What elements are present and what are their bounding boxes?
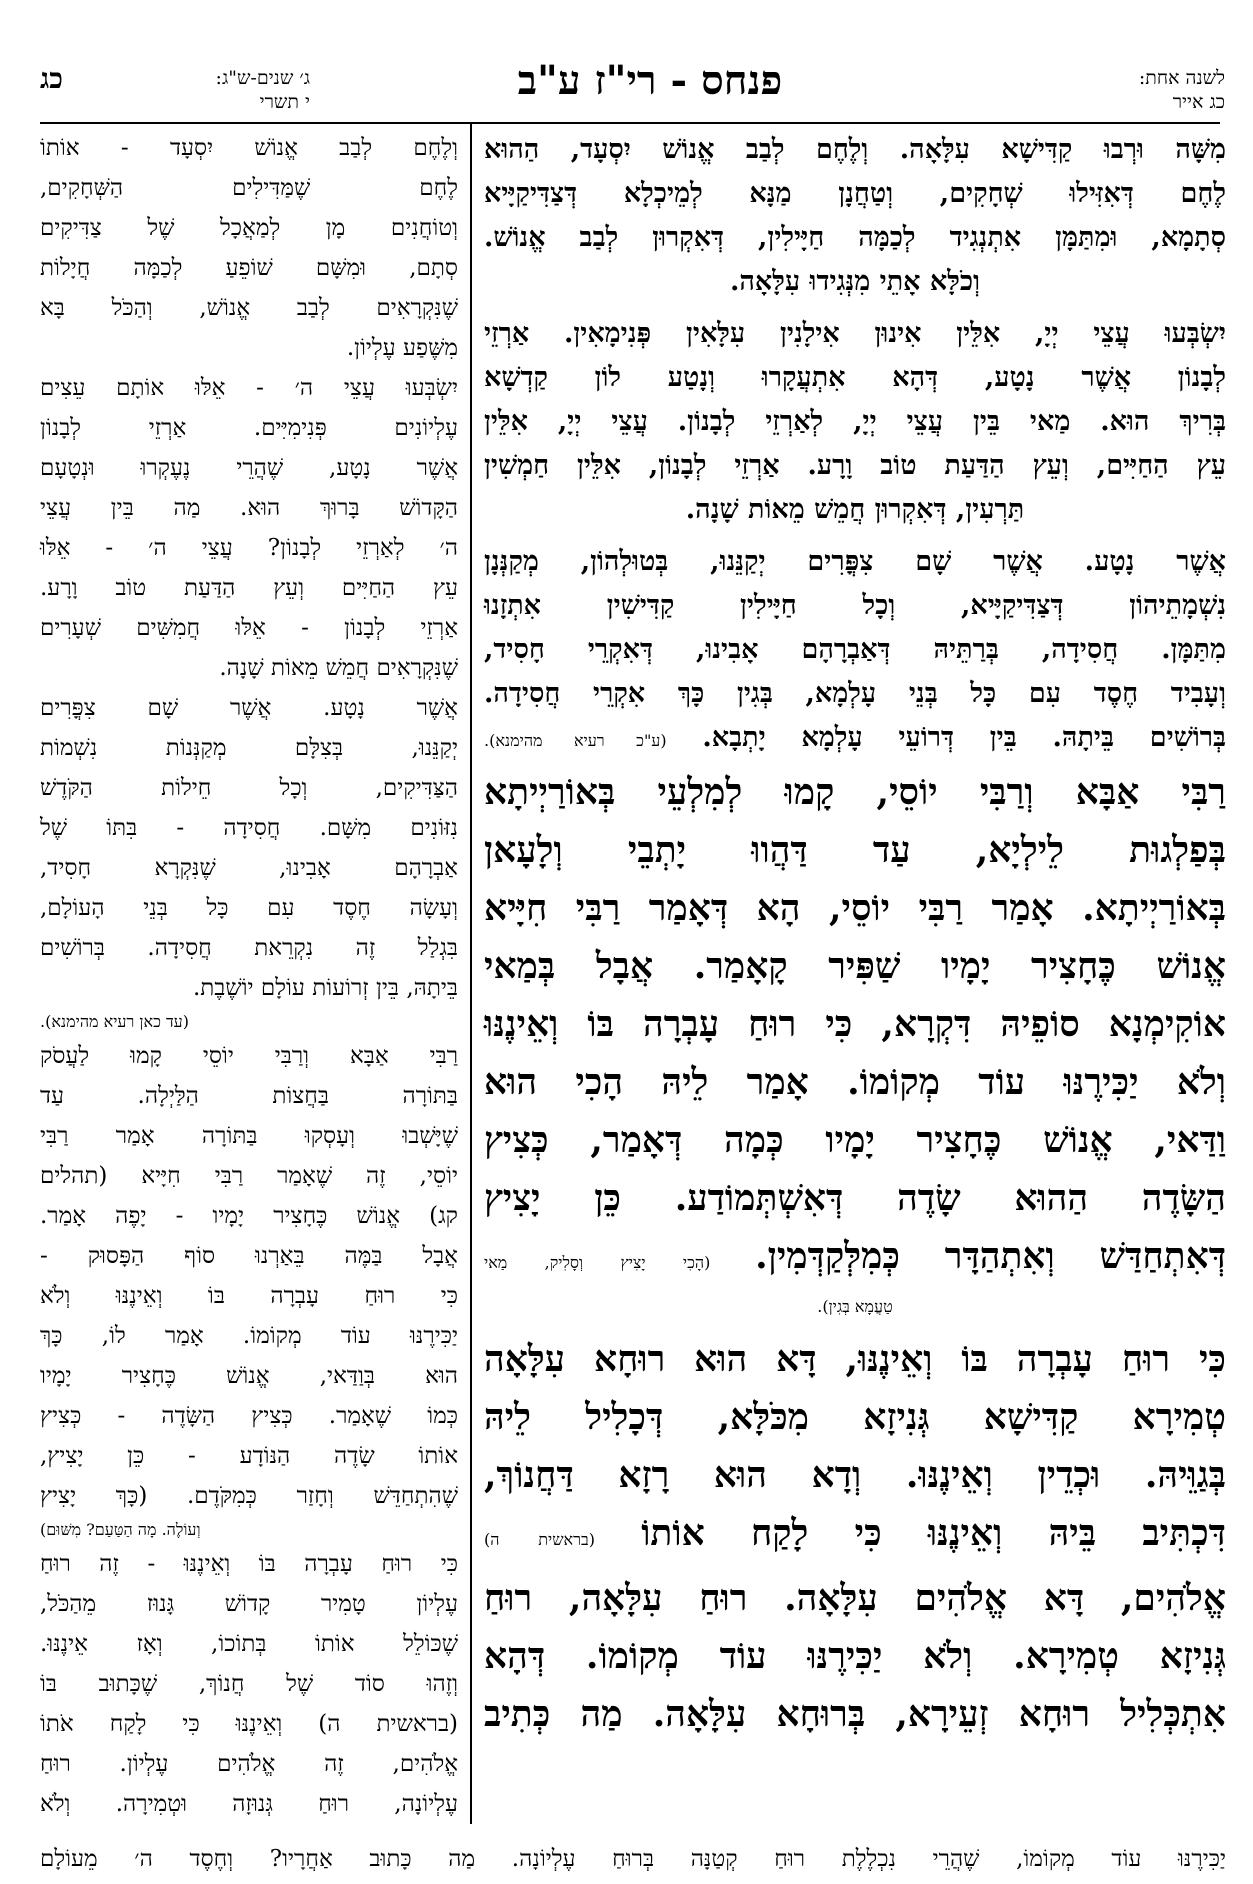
main-text: בְּרוֹשִׁים בֵּיתָהּ. בֵּין דְּרוֹעֵי עָלְמָא יָתְבָא. xyxy=(702,722,1226,753)
header-right-line1: לשנה אחת: xyxy=(1138,67,1225,89)
side-text-line: ה׳ לְאַרְזֵי לְבָנוֹן? עֲצֵי ה׳ - אֵלּוּ xyxy=(40,535,458,561)
header-divider xyxy=(40,122,1220,124)
side-text-line: בִּגְלַל זֶה נִקְרֵאת חֲסִידָה. בְּרוֹשִׁים xyxy=(40,935,458,961)
side-text-line: מִשֶּׁפַע עֶלְיוֹן. xyxy=(346,335,458,361)
main-text: בְּאוֹרַיְיתָא. אָמַר רַבִּי יוֹסֵי, הָא דְּאָמַר רַבִּי חִיָּיא xyxy=(484,887,1226,929)
source-reference: (הָכִי יָצִיץ וְסָלִיק, מַאי xyxy=(484,1253,711,1272)
side-text-line: כִּי רוּחַ עָבְרָה בּוֹ וְאֵינֶנּוּ - זֶה רוּחַ xyxy=(40,1551,458,1577)
side-text-line: שֶׁכּוֹלֵל אוֹתוֹ בְּתוֹכוֹ, וְאָז אֵינֶנּוּ. xyxy=(40,1631,458,1657)
side-text-line: שֶׁנִּקְרָאִים חֲמֵשׁ מֵאוֹת שָׁנָה. xyxy=(219,655,458,681)
main-text-line xyxy=(484,763,1226,821)
side-text-line: יַכִּירֶנּוּ עוֹד מְקוֹמוֹ. אָמַר לוֹ, כָּךְ xyxy=(40,1323,458,1349)
main-text-line xyxy=(484,995,1226,1053)
side-text-line: עֶלְיוֹנָה, רוּחַ גְּנוּזָה וּטְמִירָה. וְלֹא xyxy=(40,1791,458,1817)
main-text-line xyxy=(484,821,1226,879)
main-text: בְּגַוֵּיהּ. וּכְדֵין וְאֵינֶנּוּ. וְדָא הוּא רָזָא דַּחֲנוֹךְ, xyxy=(484,1454,1226,1496)
header-right-line2: כג אייר xyxy=(1172,91,1225,113)
main-text-line xyxy=(484,1685,1226,1743)
side-text-line: אֲשֶׁר נָטָע. אֲשֶׁר שָׁם צִפֳּרִים xyxy=(40,695,458,721)
side-text-line: בֵּיתָהּ, בֵּין זְרוֹעוֹת עוֹלָם יוֹשֶׁבֶת. xyxy=(192,975,458,1001)
page-title: פנחס - רי"ז ע"ב xyxy=(517,57,783,104)
side-text-line: אַרְזֵי לְבָנוֹן - אֵלּוּ חֲמִשִּׁים שְׁעָרִים xyxy=(40,615,458,641)
side-text-line: שֶׁהִתְחַדֵּשׁ וְחָזַר כְּמִקֹּדֶם. (כָּךְ יָצִיץ xyxy=(40,1483,458,1509)
main-text-line xyxy=(484,1388,1226,1446)
header-left-line2: י תשרי xyxy=(259,91,310,113)
main-text: דִּכְתִּיב בֵּיהּ וְאֵינֶנּוּ כִּי לָקַח אוֹתוֹ xyxy=(641,1512,1226,1554)
main-text-line xyxy=(484,879,1226,937)
main-text: וַדַּאי, אֱנוֹשׁ כֶּחָצִיר יָמָיו כְּמָה דְּאָמַר, כְּצִיץ xyxy=(484,1119,1226,1161)
side-text-line: עֶלְיוֹן טָמִיר קָדוֹשׁ גָּנוּז מֵהַכֹּל, xyxy=(40,1591,458,1617)
side-text-line: עֶלְיוֹנִים פְּנִימִיִּים. אַרְזֵי לְבָנוֹן xyxy=(40,415,458,441)
side-text-line: בַּתּוֹרָה בַּחֲצוֹת הַלַּיְלָה. עַד xyxy=(40,1083,458,1109)
main-text: כִּי רוּחַ עָבְרָה בּוֹ וְאֵינֶנּוּ, דָּא הוּא רוּחָא עִלָּאָה xyxy=(484,1338,1226,1380)
main-text-line xyxy=(484,1169,1226,1227)
source-reference: (ע"כ רעיא מהימנא). xyxy=(484,731,667,750)
main-text: גְּנִיזָא טְמִירָא. וְלֹא יַכִּירֶנּוּ עוֹד מְקוֹמוֹ. דְּהָא xyxy=(484,1635,1226,1677)
main-text: מִתַּמָּן. חֲסִידָה, בְּרַתֵּיהּ דְּאַבְרָהָם אָבִינוּ, דְּאִקְרֵי חָסִיד, xyxy=(484,634,1226,665)
side-text-line: יְקַנֵּנוּ, בְּצִלָּם מְקַנְּנוֹת נִשְׁמוֹת xyxy=(40,735,458,761)
main-text-line xyxy=(484,356,1226,400)
side-text-line: אֲבָל בַּמֶּה בֵּאַרְנוּ סוֹף הַפָּסוּק - xyxy=(40,1243,458,1269)
main-text-line xyxy=(484,540,1226,584)
translation-column xyxy=(40,128,458,1824)
main-text-line xyxy=(484,672,1226,716)
main-text: סְתָמָא, וּמִתַּמָּן אִתְנְגִיד לְכַמָּה חַיָּילִין, דְּאִקְרוּן לְבַב אֱנוֹשׁ. xyxy=(484,222,1226,253)
side-note-line: וְעוֹלֶה. מָה הַטַּעַם? מִשּׁוּם) xyxy=(40,1520,201,1539)
main-text-line xyxy=(484,128,1226,172)
header-three-year-schedule xyxy=(110,66,310,114)
source-reference: (בראשית ה) xyxy=(484,1530,595,1549)
main-text: בְּרִיךְ הוּא. מַאי בֵּין עֲצֵי יְיָ, לְאַרְזֵי לְבָנוֹן. עֲצֵי יְיָ, אִלֵּין xyxy=(484,406,1226,437)
main-text-line xyxy=(484,260,1226,304)
main-text: אִתְכְּלִיל רוּחָא זְעֵירָא, בְּרוּחָא עִלָּאָה. מַה כְּתִיב xyxy=(484,1693,1226,1735)
side-text-line: יִשְׂבְּעוּ עֲצֵי ה׳ - אֵלּוּ אוֹתָם עֵצִים xyxy=(40,375,458,401)
paragraph-gap xyxy=(484,532,1226,540)
side-text-line: כִּי רוּחַ עָבְרָה בּוֹ וְאֵינֶנּוּ וְלֹא xyxy=(40,1283,458,1309)
main-text-line xyxy=(484,1504,1226,1569)
side-text-line: כְּמוֹ שֶׁאָמַר. כְּצִיץ הַשָּׂדֶה - כְּצִיץ xyxy=(40,1403,458,1429)
main-text-column xyxy=(484,128,1226,1743)
side-text-line: וְעָשָׂה חֶסֶד עִם כָּל בְּנֵי הָעוֹלָם, xyxy=(40,895,458,921)
main-text-line xyxy=(484,488,1226,532)
side-text-line: (בראשית ה) וְאֵינֶנּוּ כִּי לָקַח אֹתוֹ xyxy=(40,1711,458,1737)
side-text-line: שֶׁיָּשְׁבוּ וְעָסְקוּ בַּתּוֹרָה אָמַר רַבִּי xyxy=(40,1123,458,1149)
side-text-line: הַקָּדוֹשׁ בָּרוּךְ הוּא. מַה בֵּין עֲצֵי xyxy=(40,495,458,521)
main-text: מִשָּׁה וּרְבוּ קַדִּישָׁא עִלָּאָה. וְלֶחֶם לְבַב אֱנוֹשׁ יִסְעָד, הַהוּא xyxy=(484,134,1226,165)
side-text-line: סְתָם, וּמִשָּׁם שׁוֹפֵעַ לְכַמָּה חֲיָלוֹת xyxy=(40,255,458,281)
side-note-line: (עד כאן רעיא מהימנא). xyxy=(40,1012,189,1031)
main-text-line xyxy=(484,1053,1226,1111)
main-text: הַשָּׂדֶה הַהוּא שָׂדֶה דְּאִשְׁתְּמוֹדַע. כֵּן יָצִיץ xyxy=(484,1177,1226,1219)
main-text: בְּפַלְגוּת לֵילְיָא, עַד דַּהֲווּ יָתְבֵי וְלָעָאן xyxy=(484,829,1226,871)
main-text-line xyxy=(484,1446,1226,1504)
side-text-line: שֶׁנִּקְרָאִים לְבַב אֱנוֹשׁ, וְהַכֹּל בָּא xyxy=(40,295,458,321)
main-text-line xyxy=(484,584,1226,628)
main-text: וְעָבִיד חֶסֶד עִם כָּל בְּנֵי עָלְמָא, בְּגִין כָּךְ אִקְרֵי חֲסִידָה. xyxy=(484,678,1226,709)
main-text: אֱנוֹשׁ כֶּחָצִיר יָמָיו שַׁפִּיר קָאָמַר. אֲבָל בְּמַאי xyxy=(484,945,1226,987)
main-text: אוֹקִימְנָא סוֹפֵיהּ דִּקְרָא, כִּי רוּחַ עָבְרָה בּוֹ וְאֵינֶנּוּ xyxy=(484,1003,1226,1045)
main-text: רַבִּי אַבָּא וְרַבִּי יוֹסֵי, קָמוּ לְמִלְעֵי בְּאוֹרַיְיתָא xyxy=(484,771,1226,813)
main-text: טְמִירָא קַדִּישָׁא גְּנִיזָא מִכֹּלָּא, דְּכָלִיל לֵיהּ xyxy=(484,1396,1226,1438)
side-text-line: וְזֶהוּ סוֹד שֶׁל חֲנוֹךְ, שֶׁכָּתוּב בּוֹ xyxy=(40,1671,458,1697)
paragraph-gap xyxy=(484,304,1226,312)
main-text: לֶחֶם דְּאִזִּילוּ שְׁחָקִים, וְטַחֲנָן מַנָּא לְמֵיכְלָא דְּצַדִּיקַיָּיא xyxy=(484,178,1226,209)
side-text-line: יוֹסֵי, זֶה שֶׁאָמַר רַבִּי חִיָּיא (תהלים xyxy=(40,1163,458,1189)
column-divider xyxy=(470,124,472,1824)
side-text-line: לֶחֶם שֶׁמַּדִּילִים הַשְּׁחָקִים, xyxy=(40,175,458,201)
paragraph-gap xyxy=(484,1322,1226,1330)
side-text-line: נִזּוֹנִים מִשָּׁם. חֲסִידָה - בִּתּוֹ שֶׁל xyxy=(40,815,458,841)
main-text-line xyxy=(484,216,1226,260)
main-text: תַּרְעִין, דְּאִקְרוּן חֲמֵשׁ מֵאוֹת שָׁנָה. xyxy=(685,494,1025,525)
main-text-line xyxy=(484,444,1226,488)
header-yearly-schedule xyxy=(1045,66,1225,114)
main-text: דְּאִתְחַדַּשׁ וְאִתְהַדָּר כְּמִלְּקַדְּמִין. xyxy=(755,1235,1227,1277)
main-text-line xyxy=(484,1227,1226,1292)
side-text-line: אֲשֶׁר נָטָע, שֶׁהֲרֵי נֶעֶקְרוּ וּנְטָעָם xyxy=(40,455,458,481)
side-text-line: אוֹתוֹ שָׂדֶה הַנּוֹדָע - כֵּן יָצִיץ, xyxy=(40,1443,458,1469)
header-left-line1: ג׳ שנים-ש"ג: xyxy=(215,67,310,89)
main-text-line xyxy=(484,1330,1226,1388)
side-text-line: הוּא בְּוַדַּאי, אֱנוֹשׁ כֶּחָצִיר יָמָיו xyxy=(40,1363,458,1389)
main-text: נִשְׁמָתֵיהוֹן דְּצַדִּיקַיָּיא, וְכָל חַיָּילִין קַדִּישִׁין אִתְזָנוּ xyxy=(484,590,1226,621)
main-text-line xyxy=(484,716,1226,763)
side-text-line: אַבְרָהָם אָבִינוּ, שֶׁנִּקְרָא חָסִיד, xyxy=(40,855,458,881)
main-text-line xyxy=(484,400,1226,444)
side-text-line: הַצַּדִּיקִים, וְכָל חֵילוֹת הַקֹּדֶשׁ xyxy=(40,775,458,801)
side-text-line: וְלֶחֶם לְבַב אֱנוֹשׁ יִסְעָד - אוֹתוֹ xyxy=(40,135,458,161)
main-text: וְכֹלָּא אָתֵי מִנְּגִידוּ עִלָּאָה. xyxy=(729,266,980,297)
main-text-line xyxy=(484,1111,1226,1169)
bottom-continuation-line: יַכִּירֶנּוּ עוֹד מְקוֹמוֹ, שֶׁהֲרֵי נִכְלֶלֶת רוּחַ קְטַנָּה בְּרוּחַ עֶלְיוֹנָה. מַה כָּתוּב אַחֲרָיו? וְחֶסֶד ה׳ מֵעוֹלָם xyxy=(40,1846,1226,1872)
main-text: אֱלֹהִים, דָּא אֱלֹהִים עִלָּאָה. רוּחַ עִלָּאָה, רוּחַ xyxy=(484,1577,1226,1619)
main-text: וְלֹא יַכִּירֶנּוּ עוֹד מְקוֹמוֹ. אָמַר לֵיהּ הָכִי הוּא xyxy=(484,1061,1226,1103)
main-text-line xyxy=(484,628,1226,672)
main-text-line xyxy=(484,172,1226,216)
main-text-line xyxy=(484,1627,1226,1685)
side-text-line: קג) אֱנוֹשׁ כֶּחָצִיר יָמָיו - יָפֶה אָמַר. xyxy=(40,1203,458,1229)
side-text-line: אֱלֹהִים, זֶה אֱלֹהִים עֶלְיוֹן. רוּחַ xyxy=(40,1751,458,1777)
side-text-line: עֵץ הַחַיִּים וְעֵץ הַדַּעַת טוֹב וָרָע. xyxy=(40,575,458,601)
main-text: יִשְׂבְּעוּ עֲצֵי יְיָ, אִלֵּין אִינוּן אִילָנִין עִלָּאִין פְּנִימָאִין. אַרְזֵי xyxy=(484,318,1226,349)
main-text-line xyxy=(484,312,1226,356)
main-text: לְבָנוֹן אֲשֶׁר נָטָע, דְּהָא אִתְעֲקָרוּ וְנָטַע לוֹן קַדְשָׁא xyxy=(484,362,1226,393)
main-text: אֲשֶׁר נָטָע. אֲשֶׁר שָׁם צִפֳּרִים יְקַנֵּנוּ, בְּטוּלְהוֹן, מְקַנְּנָן xyxy=(484,546,1226,577)
main-text-line xyxy=(484,937,1226,995)
side-text-line: וְטוֹחֲנִים מָן לְמַאֲכָל שֶׁל צַדִּיקִים xyxy=(40,215,458,241)
main-text: טַעֲמָא בְּגִין). xyxy=(817,1297,893,1316)
side-text-line: רַבִּי אַבָּא וְרַבִּי יוֹסֵי קָמוּ לַעֲסֹק xyxy=(40,1043,458,1069)
main-text: עֵץ הַחַיִּים, וְעֵץ הַדַּעַת טוֹב וָרָע. אַרְזֵי לְבָנוֹן, אִלֵּין חַמְשִׁין xyxy=(484,450,1226,481)
page-number: כג xyxy=(40,62,63,95)
main-text-line xyxy=(484,1292,1226,1322)
main-text-line xyxy=(484,1569,1226,1627)
